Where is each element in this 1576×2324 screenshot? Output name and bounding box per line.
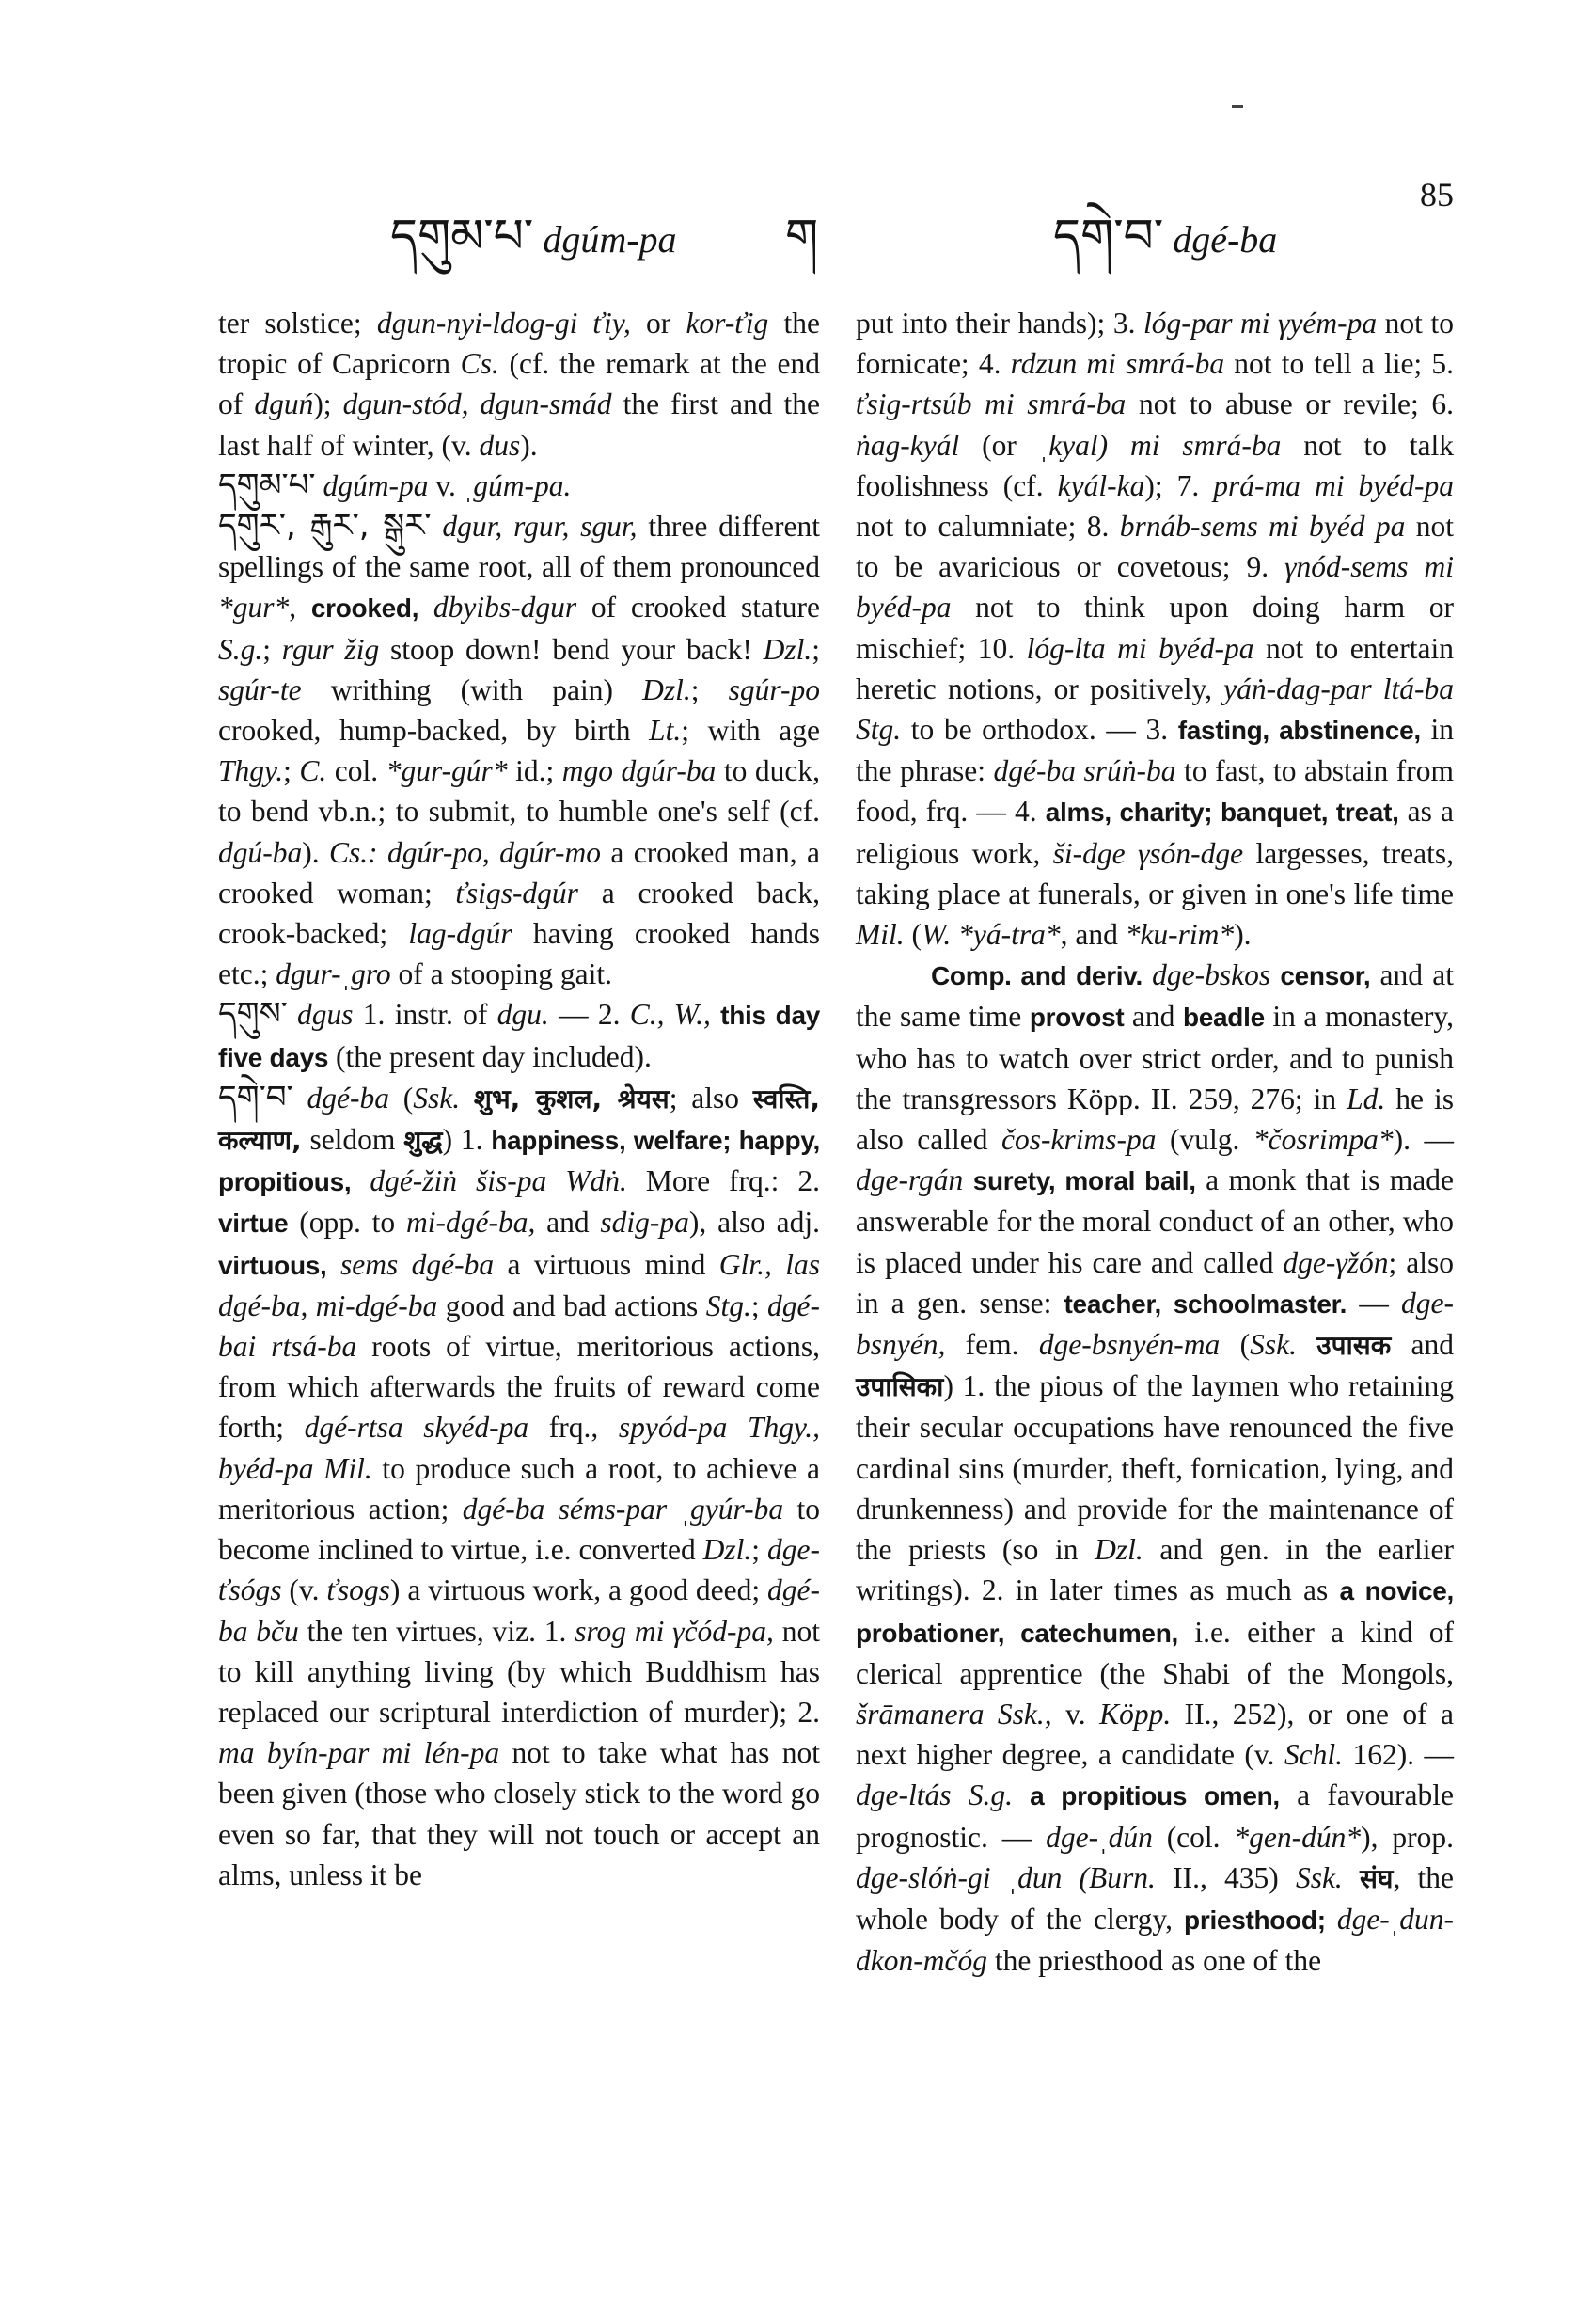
page-number: 85 — [1420, 176, 1454, 213]
right-column — [856, 303, 1454, 1981]
header-center-tibetan: ག — [785, 209, 819, 263]
left-column — [218, 303, 820, 1895]
entry-headword-tibetan: དགེ་བ་ — [218, 1078, 293, 1116]
entry-dge-ba-continued: put into their hands); 3. lóg-par mi γyém-pa not to fornicate; 4. rdzun mi smrá-ba not to tell a lie; 5. ťsig-rtsúb mi smrá-ba not to abuse or revile; 6. ṅag-kyál (or ˌkyal) mi smrá-ba not to talk foolishness (cf. kyál-ka); 7. prá-ma mi byéd-pa not to calumniate; 8. brnáb-sems mi byéd pa not to be avaricious or covetous; 9. γnód-sems mi byéd-pa not to think upon doing harm or mischief; 10. lóg-lta mi byéd-pa not to entertain heretic notions, or positively, yáṅ-dag-par ltá-ba Stg. to be orthodox. — 3. fasting, abstinence, in the phrase: dgé-ba srúṅ-ba to fast, to abstain from food, frq. — 4. alms, charity; banquet, treat, as a religious work, ši-dge γsón-dge largesses, treats, taking place at funerals, or given in one's life time Mil. (W. *yá-tra*, and *ku-rim*). — [856, 307, 1455, 952]
header-right-guideword — [1053, 184, 1277, 316]
header-left-transliteration: dgúm-pa — [543, 218, 677, 261]
entry-headword-tibetan: དགུས་ — [218, 995, 288, 1034]
entry-dge-ba: དགེ་བ་ dgé-ba (Ssk. शुभ, कुशल, श्रेयस; also स्वस्ति, कल्याण, seldom शुद्ध) 1. happiness, welfare; happy, propitious, dgé-žiṅ šis-pa Wdṅ. More frq.: 2. virtue (opp. to mi-dgé-ba, and sdig-pa), also adj. virtuous, sems dgé-ba a virtuous mind Glr., las dgé-ba, mi-dgé-ba good and bad actions Stg.; dgé-bai rtsá-ba roots of virtue, meritorious actions, from which afterwards the fruits of reward come forth; dgé-rtsa skyéd-pa frq., spyód-pa Thgy., byéd-pa Mil. to produce such a root, to achieve a meritorious action; dgé-ba séms-par ˌgyúr-ba to become inclined to virtue, i.e. converted Dzl.; dge-ťsógs (v. ťsogs) a virtuous work, a good deed; dgé-ba bču the ten virtues, viz. 1. srog mi γčód-pa, not to kill anything living (by which Buddhism has replaced our scriptural interdiction of murder); 2. ma byín-par mi lén-pa not to take what has not been given (those who closely stick to the word go even so far, that they will not touch or accept an alms, unless it be — [218, 1078, 821, 1891]
entry-dgum-pa: དགུམ་པ་ dgúm-pa v. ˌgúm-pa. — [218, 466, 572, 504]
entry-headword-tibetan: དགུམ་པ་ — [218, 466, 316, 504]
header-right-tibetan: དགེ་བ་ — [1053, 209, 1164, 263]
header-center-letter — [785, 184, 818, 316]
comp-and-deriv-paragraph: Comp. and deriv. dge-bskos censor, and at the same time provost and beadle in a monastery, who has to watch over strict order, and to punish the transgressors Köpp. II. 259, 276; in Ld. he is also called čos-krims-pa (vulg. *čosrimpa*). — dge-rgán surety, moral bail, a monk that is made answerable for the moral conduct of an other, who is placed under his care and called dge-γžón; also in a gen. sense: teacher, schoolmaster. — dge-bsnyén, fem. dge-bsnyén-ma (Ssk. उपासक and उपासिका) 1. the pious of the laymen who retaining their secular occupations have renounced the five cardinal sins (murder, theft, fornication, lying, and drunkenness) and provide for the maintenance of the priests (so in Dzl. and gen. in the earlier writings). 2. in later times as much as a novice, probationer, catechumen, i.e. either a kind of clerical apprentice (the Shabi of the Mongols, šrāmanera Ssk., v. Köpp. II., 252), or one of a next higher degree, a candidate (v. Schl. 162). — dge-ltás S.g. a propitious omen, a favourable prognostic. — dge-ˌdún (col. *gen-dún*), prop. dge-slóṅ-gi ˌdun (Burn. II., 435) Ssk. संघ, the whole body of the clergy, priesthood; dge-ˌdun-dkon-mčóg the priesthood as one of the — [856, 958, 1455, 1978]
header-left-tibetan: དགུམ་པ་ — [390, 209, 534, 263]
entry-dgur: དགུར་, རྒུར་, སྒུར་ dgur, rgur, sgur, three different spellings of the same root, all of them pronounced *gur*, crooked, dbyibs-dgur of crooked stature S.g.; rgur žig stoop down! bend your back! Dzl.; sgúr-te writhing (with pain) Dzl.; sgúr-po crooked, hump-backed, by birth Lt.; with age Thgy.; C. col. *gur-gúr* id.; mgo dgúr-ba to duck, to bend vb.n.; to submit, to humble one's self (cf. dgú-ba). Cs.: dgúr-po, dgúr-mo a crooked man, a crooked woman; ťsigs-dgúr a crooked back, crook-backed; lag-dgúr having crooked hands etc.; dgur-ˌgro of a stooping gait. — [218, 507, 821, 991]
entry-headword-tibetan: དགུར་, རྒུར་, སྒུར་ — [218, 507, 432, 545]
entry-continuation: ter solstice; dgun-nyi-ldog-gi ťiy, or kor-ťig the tropic of Capricorn Cs. (cf. the remark at the end of dguń); dgun-stód, dgun-smád the first and the last half of winter, (v. dus). — [218, 307, 820, 462]
header-right-transliteration: dgé-ba — [1173, 218, 1278, 261]
ink-speck — [1232, 105, 1243, 108]
header-left-guideword — [390, 184, 677, 316]
entry-dgus: དགུས་ dgus 1. instr. of dgu. — 2. C., W., this day five days (the present day included). — [218, 995, 820, 1073]
